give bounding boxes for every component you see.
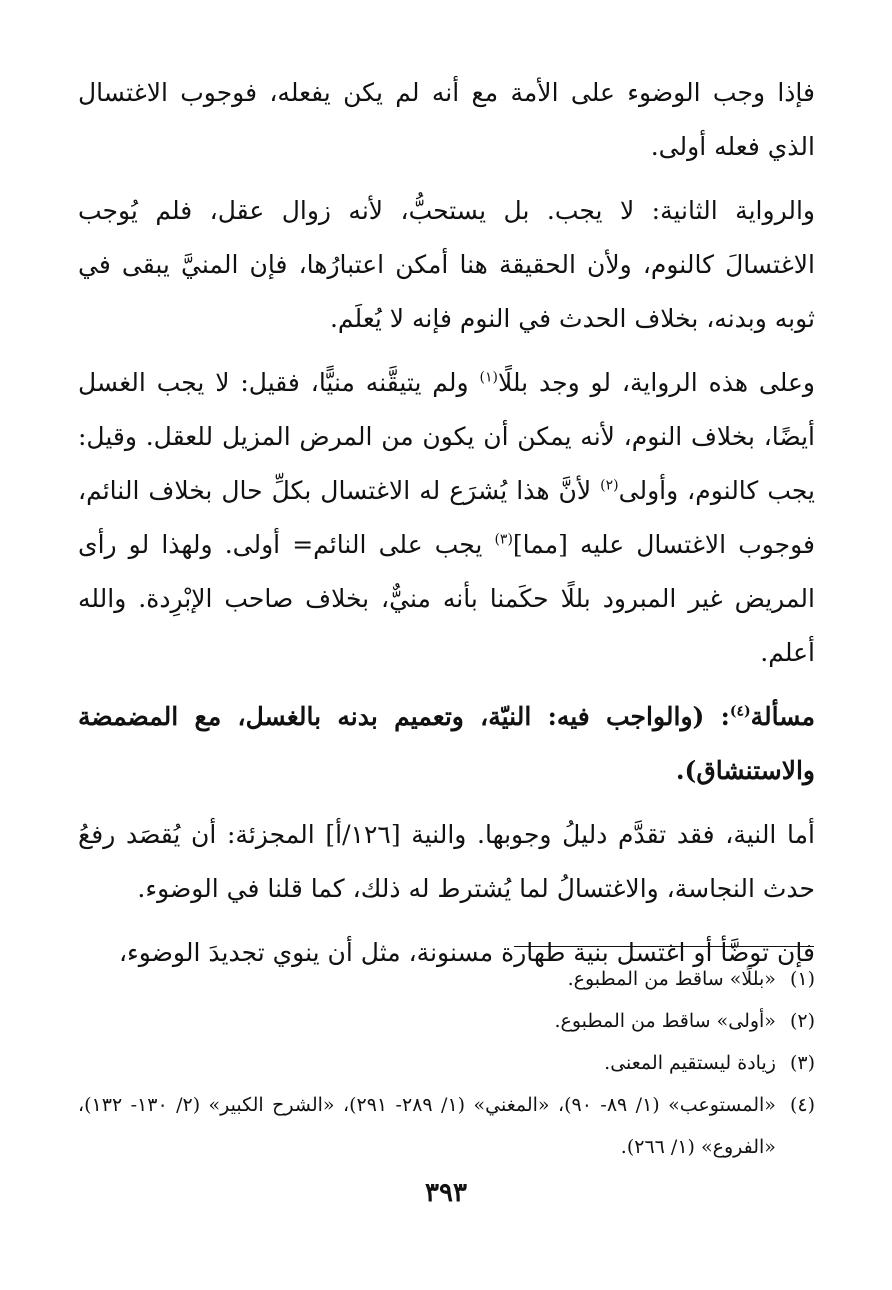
footnote-separator bbox=[514, 946, 814, 947]
paragraph-2: والرواية الثانية: لا يجب. بل يستحبُّ، لأنه زوال عقل، فلم يُوجب الاغتسالَ كالنوم، ولأن الحقيقة هنا أمكن اعتبارُها، فإن المنيَّ يبقى في ثوبه وبدنه، بخلاف الحدث في النوم فإنه لا يُعلَم. bbox=[78, 196, 815, 333]
paragraph-3-part-c: لأنَّ هذا يُشرَع له الاغتسال بكلِّ حال بخلاف النائم، فوجوب الاغتسال عليه [مما] bbox=[78, 476, 816, 559]
footnote-number: (٢) bbox=[789, 1010, 815, 1032]
footnote-ref-1: (١) bbox=[479, 369, 498, 386]
issue-text: : (والواجب فيه: النيّة، وتعميم بدنه بالغسل، مع المضمضة والاستنشاق). bbox=[78, 702, 815, 785]
footnote-ref-2: (٢) bbox=[600, 477, 619, 494]
footnote-1 bbox=[78, 958, 815, 1000]
footnote-2 bbox=[78, 1000, 815, 1042]
paragraph-3-part-b: ولم يتيقَّنه منيًّا، فقيل: لا يجب الغسل أيضًا، بخلاف النوم، لأنه يمكن أن يكون من المرض المزيل للعقل. وقيل: يجب كالنوم، وأولى bbox=[78, 368, 815, 505]
paragraph-3 bbox=[78, 356, 815, 680]
footnote-number: (٣) bbox=[789, 1052, 815, 1074]
footnote-text: زيادة ليستقيم المعنى. bbox=[604, 1052, 776, 1074]
footnote-text: «أولى» ساقط من المطبوع. bbox=[554, 1010, 776, 1032]
paragraph-3-part-a: وعلى هذه الرواية، لو وجد بللًا bbox=[497, 368, 815, 397]
paragraph-5: فإن توضَّأ أو اغتسل بنية طهارة مسنونة، مثل أن ينوي تجديدَ الوضوء، bbox=[118, 938, 815, 967]
paragraph-4: أما النية، فقد تقدَّم دليلُ وجوبها. والنية [١٢٦/أ] المجزئة: أن يُقصَد رفعُ حدث النجاسة، والاغتسالُ لما يُشترط له ذلك، كما قلنا في الوضوء. bbox=[78, 820, 815, 903]
footnote-ref-3: (٣) bbox=[494, 531, 513, 548]
footnote-3 bbox=[78, 1042, 815, 1084]
footnote-ref-4: (٤) bbox=[729, 703, 751, 720]
footnote-number: (١) bbox=[789, 968, 815, 990]
footnotes bbox=[78, 958, 815, 1168]
issue-heading bbox=[78, 690, 815, 798]
paragraph-3-part-d: يجب على النائم= أولى. ولهذا لو رأى المريض غير المبرود بللًا حكَمنا بأنه منيٌّ، بخلاف صاحب الإبْرِدة. والله أعلم. bbox=[78, 530, 815, 667]
paragraph-1: فإذا وجب الوضوء على الأمة مع أنه لم يكن يفعله، فوجوب الاغتسال الذي فعله أولى. bbox=[78, 78, 815, 161]
issue-label: مسألة bbox=[750, 702, 815, 731]
footnote-text: «بللًا» ساقط من المطبوع. bbox=[567, 968, 776, 990]
footnote-4 bbox=[78, 1084, 815, 1168]
page-number: ٣٩٣ bbox=[425, 1178, 467, 1208]
page-body bbox=[78, 66, 815, 990]
footnote-number: (٤) bbox=[789, 1094, 815, 1116]
footnote-text: «المستوعب» (١/ ٨٩- ٩٠)، «المغني» (١/ ٢٨٩- ٢٩١)، «الشرح الكبير» (٢/ ١٣٠- ١٣٢)، «الفروع» (١/ ٢٦٦). bbox=[78, 1094, 776, 1158]
